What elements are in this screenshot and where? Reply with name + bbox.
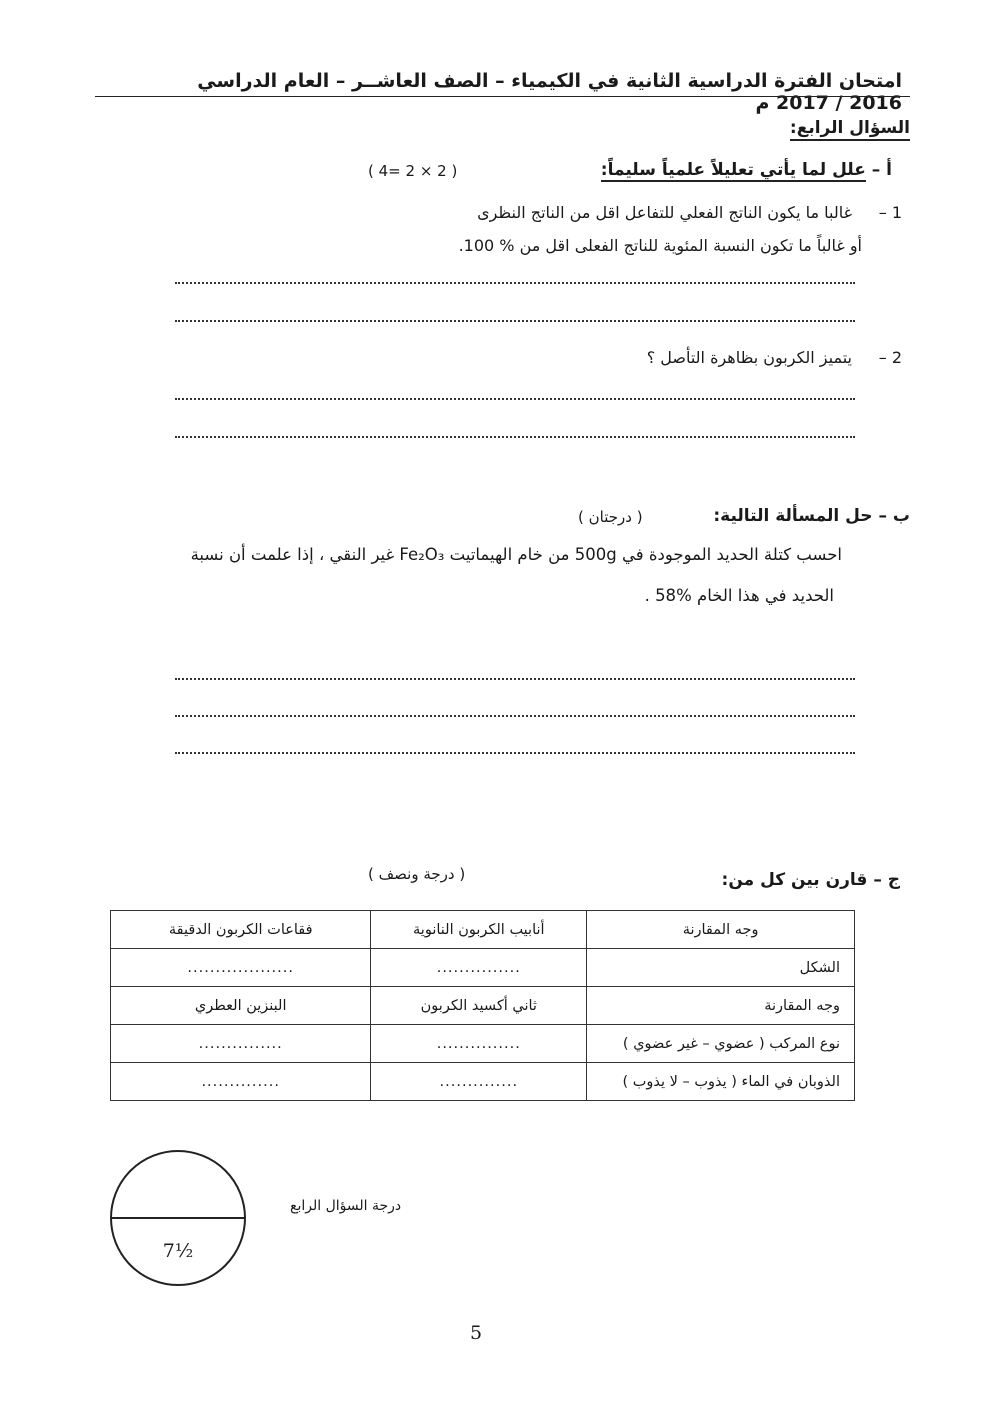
answer-line[interactable]	[175, 436, 855, 438]
answer-line[interactable]	[175, 752, 855, 754]
table-row	[111, 1025, 855, 1063]
score-divider	[112, 1217, 244, 1219]
answer-line[interactable]	[175, 320, 855, 322]
problem-line-2: الحديد في هذا الخام %58 .	[644, 586, 834, 605]
table-answer-cell[interactable]: ..............	[111, 1063, 371, 1101]
score-label: درجة السؤال الرابع	[290, 1198, 402, 1214]
item-1-line-1: غالبا ما يكون الناتج الفعلي للتفاعل اقل من الناتج النظرى	[477, 203, 852, 222]
part-a-instruction: علل لما يأتي تعليلاً علمياً سليماً:	[600, 160, 866, 180]
part-c-marks: ( درجة ونصف )	[368, 865, 466, 883]
table-answer-cell[interactable]: ...............	[371, 949, 587, 987]
page-number: 5	[469, 1322, 483, 1344]
table-cell: الذوبان في الماء ( يذوب – لا يذوب )	[587, 1063, 855, 1101]
table-cell: وجه المقارنة	[587, 987, 855, 1025]
table-header-row	[111, 911, 855, 949]
table-cell: ثاني أكسيد الكربون	[371, 987, 587, 1025]
item-2-text: يتميز الكربون بظاهرة التأصل ؟	[646, 348, 852, 367]
table-cell: البنزين العطري	[111, 987, 371, 1025]
part-c-instruction: قارن بين كل من:	[721, 870, 868, 890]
part-a-marks: ( 2 × 2 =4 )	[368, 162, 458, 180]
table-header-cell: فقاعات الكربون الدقيقة	[111, 911, 371, 949]
part-c-label: ج –	[873, 870, 900, 890]
part-b-heading	[713, 506, 910, 526]
answer-line[interactable]	[175, 398, 855, 400]
item-2-number: 2 –	[878, 348, 902, 367]
table-answer-cell[interactable]: ...................	[111, 949, 371, 987]
question-title: السؤال الرابع:	[790, 118, 910, 141]
part-b-instruction: حل المسألة التالية:	[713, 506, 873, 526]
table-answer-cell[interactable]: ...............	[371, 1025, 587, 1063]
exam-header: امتحان الفترة الدراسية الثانية في الكيمياء – الصف العاشــر – العام الدراسي 2016 / 2017 م	[197, 70, 902, 114]
score-circle	[110, 1150, 246, 1286]
header-rule	[95, 96, 910, 97]
problem-line-1: احسب كتلة الحديد الموجودة في 500g من خام الهيماتيت Fe₂O₃ غير النقي ، إذا علمت أن نسبة	[190, 545, 842, 564]
item-1-number: 1 –	[878, 203, 902, 222]
table-answer-cell[interactable]: ..............	[371, 1063, 587, 1101]
part-c-heading	[722, 870, 900, 890]
table-cell: الشكل	[587, 949, 855, 987]
table-answer-cell[interactable]: ...............	[111, 1025, 371, 1063]
part-a-heading	[601, 160, 892, 180]
table-row	[111, 1063, 855, 1101]
comparison-table	[110, 910, 855, 1101]
answer-line[interactable]	[175, 715, 855, 717]
answer-line[interactable]	[175, 282, 855, 284]
table-header-cell: وجه المقارنة	[587, 911, 855, 949]
part-b-marks: ( درجتان )	[578, 508, 643, 526]
score-value: 7½	[162, 1240, 194, 1262]
table-cell: نوع المركب ( عضوي – غير عضوي )	[587, 1025, 855, 1063]
answer-line[interactable]	[175, 678, 855, 680]
table-row	[111, 987, 855, 1025]
part-b-label: ب –	[878, 506, 910, 526]
item-1-line-2: أو غالباً ما تكون النسبة المئوية للناتج الفعلى اقل من % 100.	[458, 236, 862, 255]
table-header-cell: أنابيب الكربون النانوية	[371, 911, 587, 949]
part-a-label: أ –	[871, 160, 892, 180]
table-row	[111, 949, 855, 987]
